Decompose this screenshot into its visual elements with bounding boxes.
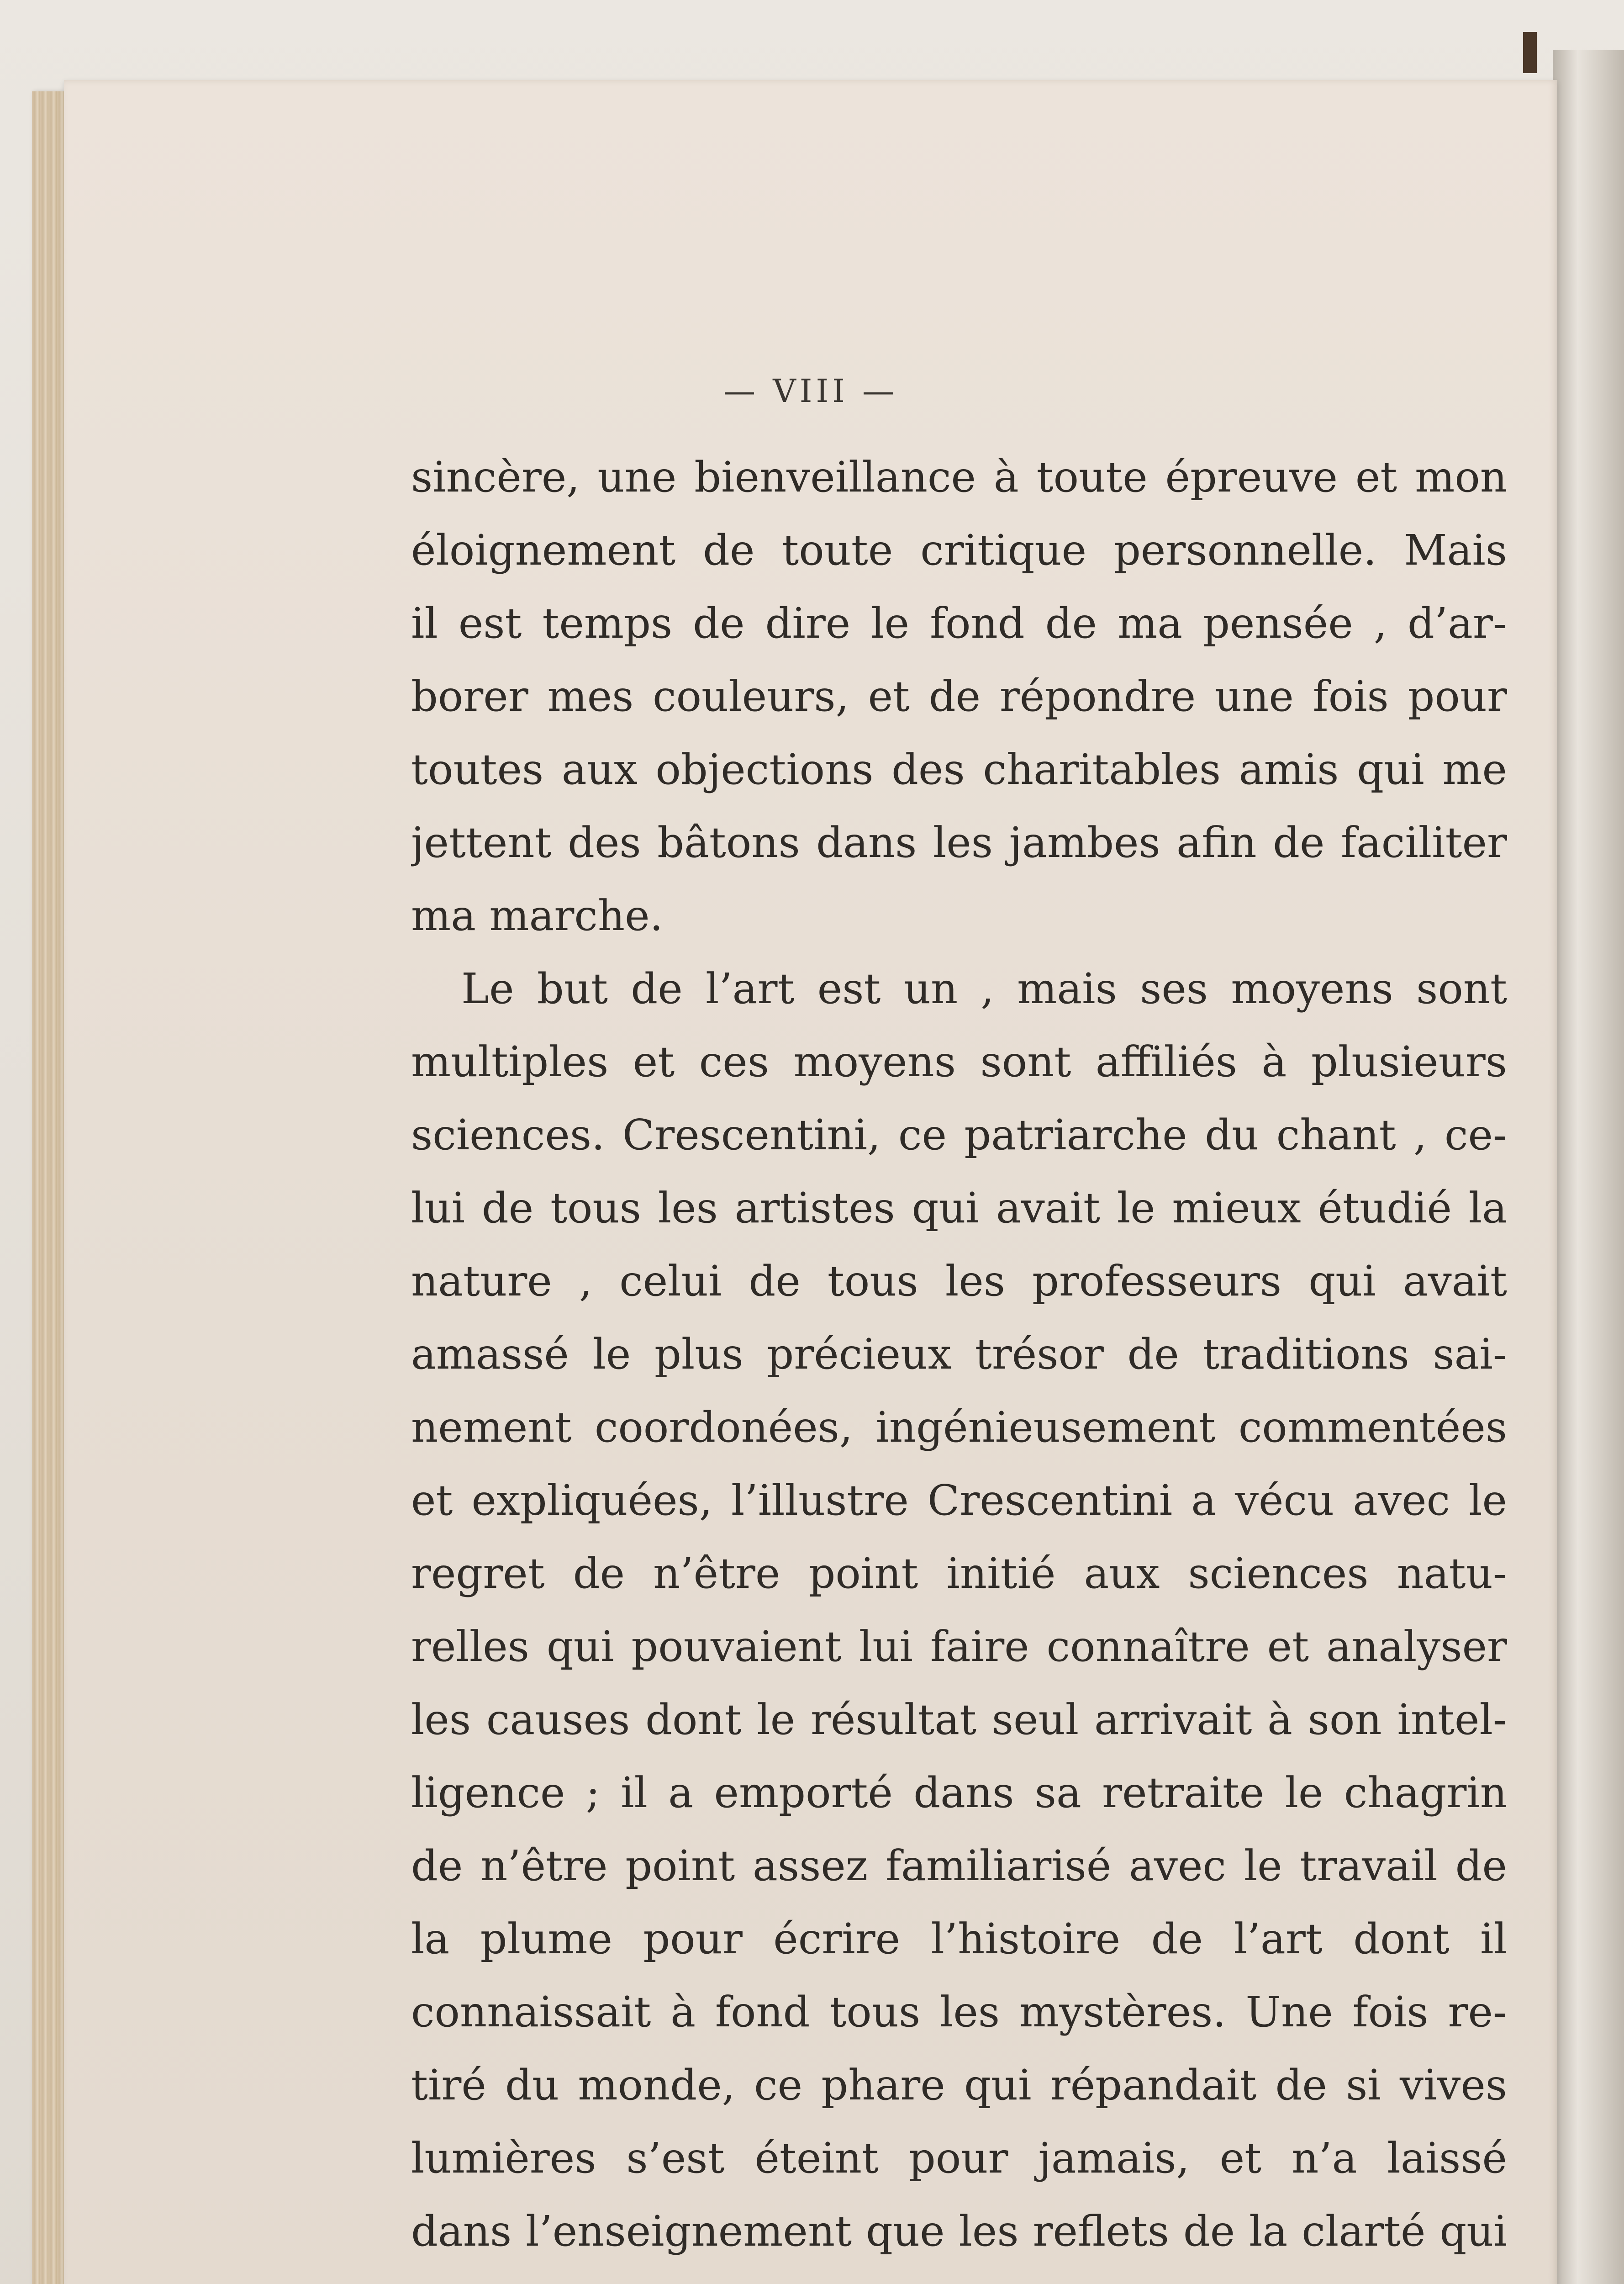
book-page — [64, 80, 1557, 2284]
page-stack-edge — [32, 91, 64, 2284]
binding-mark — [1523, 32, 1537, 73]
page-number-header: — VIII — — [723, 372, 898, 410]
text-line: lumières s’est éteint pour jamais, et n’a laissé — [411, 2134, 1507, 2183]
text-line: et expliquées, l’illustre Crescentini a vécu avec le — [411, 1476, 1507, 1525]
text-line: multiples et ces moyens sont affiliés à plusieurs — [411, 1037, 1507, 1086]
text-line: lui de tous les artistes qui avait le mieux étudié la — [411, 1184, 1507, 1232]
text-line: dans l’enseignement que les reflets de la clarté qui — [411, 2207, 1507, 2256]
text-line: sciences. Crescentini, ce patriarche du chant , ce- — [411, 1110, 1507, 1159]
text-line: connaissait à fond tous les mystères. Une fois re- — [411, 1988, 1507, 2036]
text-line: relles qui pouvaient lui faire connaître et analyser — [411, 1622, 1507, 1671]
text-line: tiré du monde, ce phare qui répandait de si vives — [411, 2061, 1507, 2110]
text-line: la plume pour écrire l’histoire de l’art dont il — [411, 1914, 1507, 1963]
text-line: de n’être point assez familiarisé avec le travail de — [411, 1841, 1507, 1890]
facing-page-edge — [1553, 50, 1624, 2284]
text-line: toutes aux objections des charitables amis qui me — [411, 745, 1507, 794]
text-line: borer mes couleurs, et de répondre une fois pour — [411, 672, 1507, 721]
text-line: ma marche. — [411, 891, 663, 940]
text-line: il est temps de dire le fond de ma pensée , d’ar- — [411, 599, 1507, 648]
text-line: les causes dont le résultat seul arrivait à son intel- — [411, 1695, 1507, 1744]
text-line: jettent des bâtons dans les jambes afin de faciliter — [411, 818, 1507, 867]
text-line: amassé le plus précieux trésor de traditions sai- — [411, 1330, 1507, 1379]
text-line: regret de n’être point initié aux sciences natu- — [411, 1549, 1507, 1598]
text-line: ligence ; il a emporté dans sa retraite le chagrin — [411, 1768, 1507, 1817]
text-line: nement coordonées, ingénieusement commentées — [411, 1403, 1507, 1452]
text-line: Le but de l’art est un , mais ses moyens sont — [461, 964, 1507, 1013]
text-line: éloignement de toute critique personnelle. Mais — [411, 526, 1507, 575]
body-text — [411, 441, 1507, 2268]
text-line: sincère, une bienveillance à toute épreuve et mon — [411, 453, 1507, 502]
text-line: nature , celui de tous les professeurs qui avait — [411, 1257, 1507, 1306]
